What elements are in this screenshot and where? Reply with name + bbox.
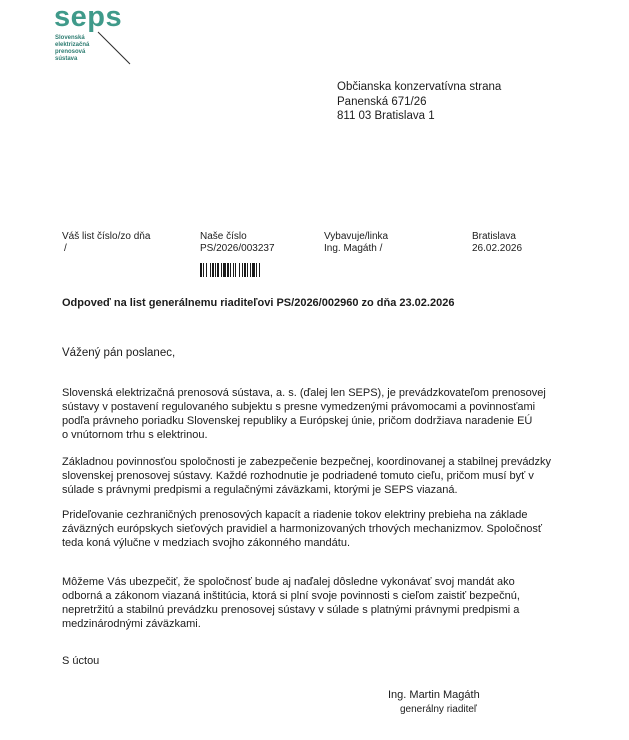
logo-subtitle-line: Slovenská bbox=[55, 35, 85, 41]
paragraph-line: o vnútornom trhu s elektrinou. bbox=[62, 429, 208, 441]
ref-handled-by-value: Ing. Magáth / bbox=[324, 243, 383, 254]
paragraph-line: sústavy v postavení regulovaného subjektu s presne vymedzenými právomocami a povinnosťami bbox=[62, 401, 536, 413]
ref-date: 26.02.2026 bbox=[472, 243, 523, 254]
recipient-line: 811 03 Bratislava 1 bbox=[337, 110, 435, 122]
paragraph-line: Slovenská elektrizačná prenosová sústava, a. s. (ďalej len SEPS), je prevádzkovateľom prenosovej bbox=[62, 387, 546, 399]
ref-handled-by bbox=[324, 231, 388, 255]
barcode-bar bbox=[203, 263, 204, 277]
paragraph-line: podľa právneho poriadku Slovenskej republiky a Európskej únie, pričom dodržiava naradenie EÚ bbox=[62, 415, 533, 427]
company-logo-subtitle bbox=[55, 35, 115, 63]
ref-your-letter bbox=[62, 231, 150, 255]
body-paragraph bbox=[62, 575, 602, 631]
barcode-bar bbox=[239, 263, 240, 277]
logo-subtitle-line: elektrizačná bbox=[55, 42, 90, 48]
ref-place: Bratislava bbox=[472, 231, 516, 242]
ref-your-letter-value: / bbox=[64, 243, 67, 254]
signatory-title: generálny riaditeľ bbox=[400, 704, 477, 715]
barcode-bar bbox=[212, 263, 214, 277]
letter-greeting: Vážený pán poslanec, bbox=[62, 347, 176, 359]
paragraph-line: odborná a zákonom viazaná inštitúcia, ktorá si plní svoje povinnosti s cieľom zaistiť bezpečnú, bbox=[62, 590, 520, 602]
logo-subtitle-line: sústava bbox=[55, 56, 78, 62]
paragraph-line: slovenskej prenosovej sústavy. Každé rozhodnutie je podriadené tomuto cieľu, pričom musí byť v bbox=[62, 470, 534, 482]
body-paragraph bbox=[62, 386, 602, 442]
paragraph-line: súlade s právnymi predpismi a regulačnými záväzkami, ktorými je SEPS viazaná. bbox=[62, 484, 458, 496]
paragraph-line: Môžeme Vás ubezpečiť, že spoločnosť bude aj naďalej dôsledne vykonávať svoj mandát ako bbox=[62, 576, 515, 588]
body-paragraph bbox=[62, 455, 602, 497]
barcode-bar bbox=[259, 263, 260, 277]
ref-your-letter-label: Váš list číslo/zo dňa bbox=[62, 231, 151, 242]
barcode-bar bbox=[256, 263, 257, 277]
document-barcode bbox=[200, 263, 300, 277]
barcode-bar bbox=[250, 263, 251, 277]
recipient-line: Panenská 671/26 bbox=[337, 95, 427, 108]
paragraph-line: teda koná výlučne v medziach svojho zákonného mandátu. bbox=[62, 537, 351, 549]
ref-our-number bbox=[200, 231, 275, 255]
barcode-bar bbox=[223, 263, 226, 277]
recipient-line: Občianska konzervatívna strana bbox=[337, 81, 502, 93]
paragraph-line: Prideľovanie cezhraničných prenosových kapacít a riadenie tokov elektriny prebieha na základe bbox=[62, 509, 528, 521]
company-logo-wordmark: seps bbox=[54, 1, 123, 33]
barcode-bar bbox=[227, 263, 229, 277]
recipient-address bbox=[337, 80, 501, 124]
letter-closing: S úctou bbox=[62, 655, 100, 667]
body-paragraph bbox=[62, 508, 602, 550]
barcode-bar bbox=[252, 263, 255, 277]
ref-our-number-value: PS/2026/003237 bbox=[200, 243, 275, 254]
barcode-bar bbox=[217, 263, 219, 277]
barcode-bar bbox=[247, 263, 248, 277]
ref-handled-by-label: Vybavuje/linka bbox=[324, 231, 389, 242]
paragraph-line: medzinárodnými záväzkami. bbox=[62, 618, 201, 630]
barcode-bar bbox=[215, 263, 216, 277]
barcode-bar bbox=[230, 263, 231, 277]
paragraph-line: záväzných európskych sieťových pravidiel a harmonizovaných trhových mechanizmov. Spoločnosť bbox=[62, 523, 543, 535]
barcode-bar bbox=[206, 263, 207, 277]
paragraph-line: Základnou povinnosťou spoločnosti je zabezpečenie bezpečnej, koordinovanej a stabilnej prevádzky bbox=[62, 456, 552, 468]
paragraph-line: nepretržitú a stabilnú prevádzku prenosovej sústavy v súlade s platnými právnymi predpismi a bbox=[62, 604, 520, 616]
signatory-name: Ing. Martin Magáth bbox=[388, 689, 480, 701]
logo-subtitle-line: prenosová bbox=[55, 49, 86, 55]
ref-place-date bbox=[472, 231, 522, 255]
barcode-bar bbox=[221, 263, 222, 277]
barcode-bar bbox=[200, 263, 202, 277]
barcode-bar bbox=[233, 263, 234, 277]
barcode-bar bbox=[242, 263, 243, 277]
barcode-bar bbox=[210, 263, 211, 277]
letter-subject: Odpoveď na list generálnemu riaditeľovi PS/2026/002960 zo dňa 23.02.2026 bbox=[62, 297, 455, 309]
ref-our-number-label: Naše číslo bbox=[200, 231, 247, 242]
barcode-bar bbox=[235, 263, 236, 277]
barcode-bar bbox=[244, 263, 246, 277]
